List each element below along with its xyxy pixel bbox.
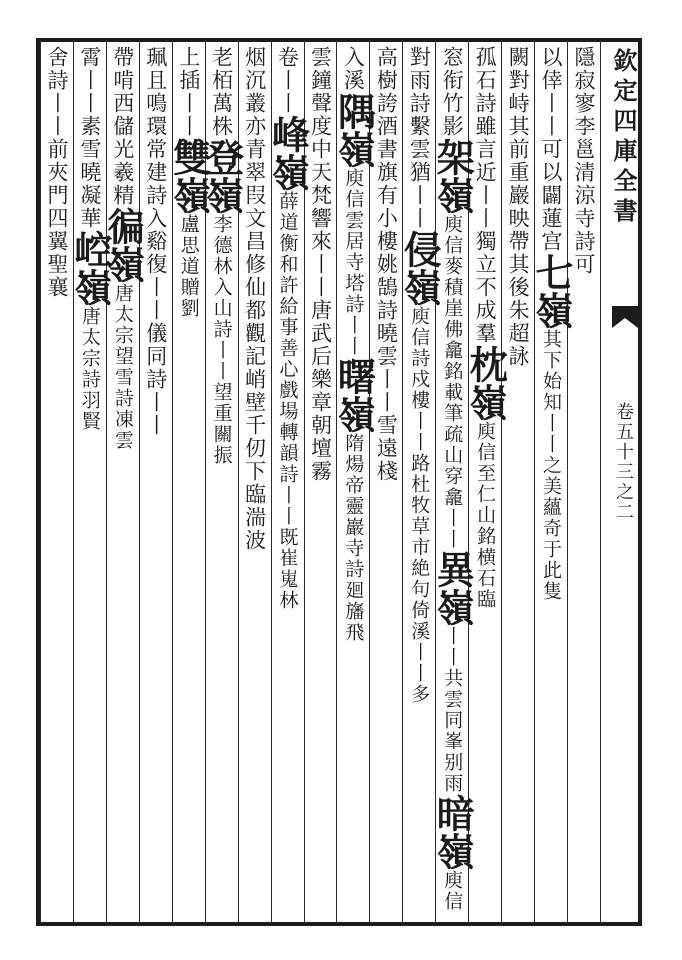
- entry-heading: 異嶺: [430, 550, 476, 626]
- entry-text: 老栢萬株: [209, 46, 234, 138]
- text-column: [331, 46, 377, 922]
- text-column: [67, 46, 113, 922]
- text-column: [265, 46, 311, 922]
- entry-text: 庾信: [441, 870, 464, 912]
- text-column: [529, 46, 575, 922]
- entry-text: 庾信麥積崖佛龕銘載筆疏山穿龕丨丨: [441, 214, 464, 550]
- entry-text: 雲鐘聲度中天梵響來丨丨唐武后樂章朝壇霧: [308, 46, 333, 483]
- fishtail-mark-icon: [612, 306, 638, 328]
- entry-text: 孤石詩雖言近丨丨獨立不成羣: [473, 46, 498, 345]
- entry-text: 丨丨共雲同峯别雨: [441, 626, 464, 794]
- entry-heading: 雙嶺: [166, 138, 212, 214]
- entry-text: 其下始知丨丨之美蘊奇于此隻: [540, 329, 563, 602]
- entry-text: 薛道衡和許給事善心戲場轉韻詩丨丨既崔嵬林: [276, 191, 299, 611]
- text-column: [430, 46, 476, 922]
- juan-number: 卷五十三之二: [613, 402, 634, 522]
- entry-heading: 曙嶺: [331, 357, 377, 433]
- entry-heading: 峰嶺: [265, 115, 311, 191]
- book-title: 欽定四庫全書: [609, 48, 638, 228]
- text-column: [502, 46, 533, 922]
- entry-text: 帶啃西儲光羲精: [110, 46, 135, 207]
- text-column: [568, 46, 599, 922]
- text-column: [370, 46, 401, 922]
- text-column: [397, 46, 443, 922]
- entry-text: 庾信詩戍樓丨丨路杜牧草市絶句倚溪丨丨多: [408, 306, 431, 705]
- entry-heading: 枕嶺: [463, 345, 509, 421]
- entry-text: 唐太宗詩羽賢: [78, 306, 101, 432]
- text-column: [166, 46, 212, 922]
- entry-text: 珮且鳴環常建詩入谿復丨丨儀同詩丨丨: [143, 46, 168, 437]
- entry-text: 隱寂寥李邕清涼寺詩可: [571, 46, 596, 276]
- text-column: [41, 46, 72, 922]
- entry-heading: 登嶺: [199, 138, 245, 214]
- entry-heading: 隅嶺: [331, 92, 377, 168]
- entry-text: 盧思道贈劉: [177, 214, 200, 319]
- entry-text: 舍詩丨丨前夾門: [44, 46, 69, 207]
- entry-text: 庾信雲居寺塔詩丨丨: [342, 168, 365, 357]
- entry-text: 卷丨丨: [275, 46, 300, 115]
- entry-text: 李德林入山詩丨丨望重關振: [210, 214, 233, 466]
- text-column: [140, 46, 171, 922]
- column-rule: [600, 40, 601, 922]
- entry-text: 高樹誇酒書旗有小樓姚鵠詩曉雲丨丨雪遠棧: [374, 46, 399, 483]
- entry-heading: 徧嶺: [100, 207, 146, 283]
- entry-text: 窓衔竹影: [440, 46, 465, 138]
- entry-heading: 暗嶺: [430, 794, 476, 870]
- entry-text: 庾信至仁山銘横石臨: [474, 421, 497, 610]
- entry-heading: 崆嶺: [67, 230, 113, 306]
- entry-text: 對雨詩繫雲猶丨丨: [407, 46, 432, 230]
- entry-text: 四翼聖襄: [44, 207, 69, 299]
- text-column: [100, 46, 146, 922]
- entry-text: 以倖丨丨可以闢蓮宫: [539, 46, 564, 253]
- entry-heading: 七嶺: [529, 253, 575, 329]
- entry-text: 唐太宗望雪詩凍雲: [111, 283, 134, 451]
- entry-heading: 架嶺: [430, 138, 476, 214]
- entry-text: 隋煬帝靈巖寺詩廻旛飛: [342, 433, 365, 643]
- entry-text: 入溪: [341, 46, 366, 92]
- entry-text: 烟沉叢亦青翠叚文昌修仙都觀記峭壁千仞下臨湍波: [242, 46, 267, 552]
- entry-text: 闕對峙其前重巖映帶其後朱超詠: [506, 46, 531, 368]
- entry-text: 上插丨丨: [176, 46, 201, 138]
- entry-text: 霄丨丨素雪曉凝華: [77, 46, 102, 230]
- entry-heading: 侵嶺: [397, 230, 443, 306]
